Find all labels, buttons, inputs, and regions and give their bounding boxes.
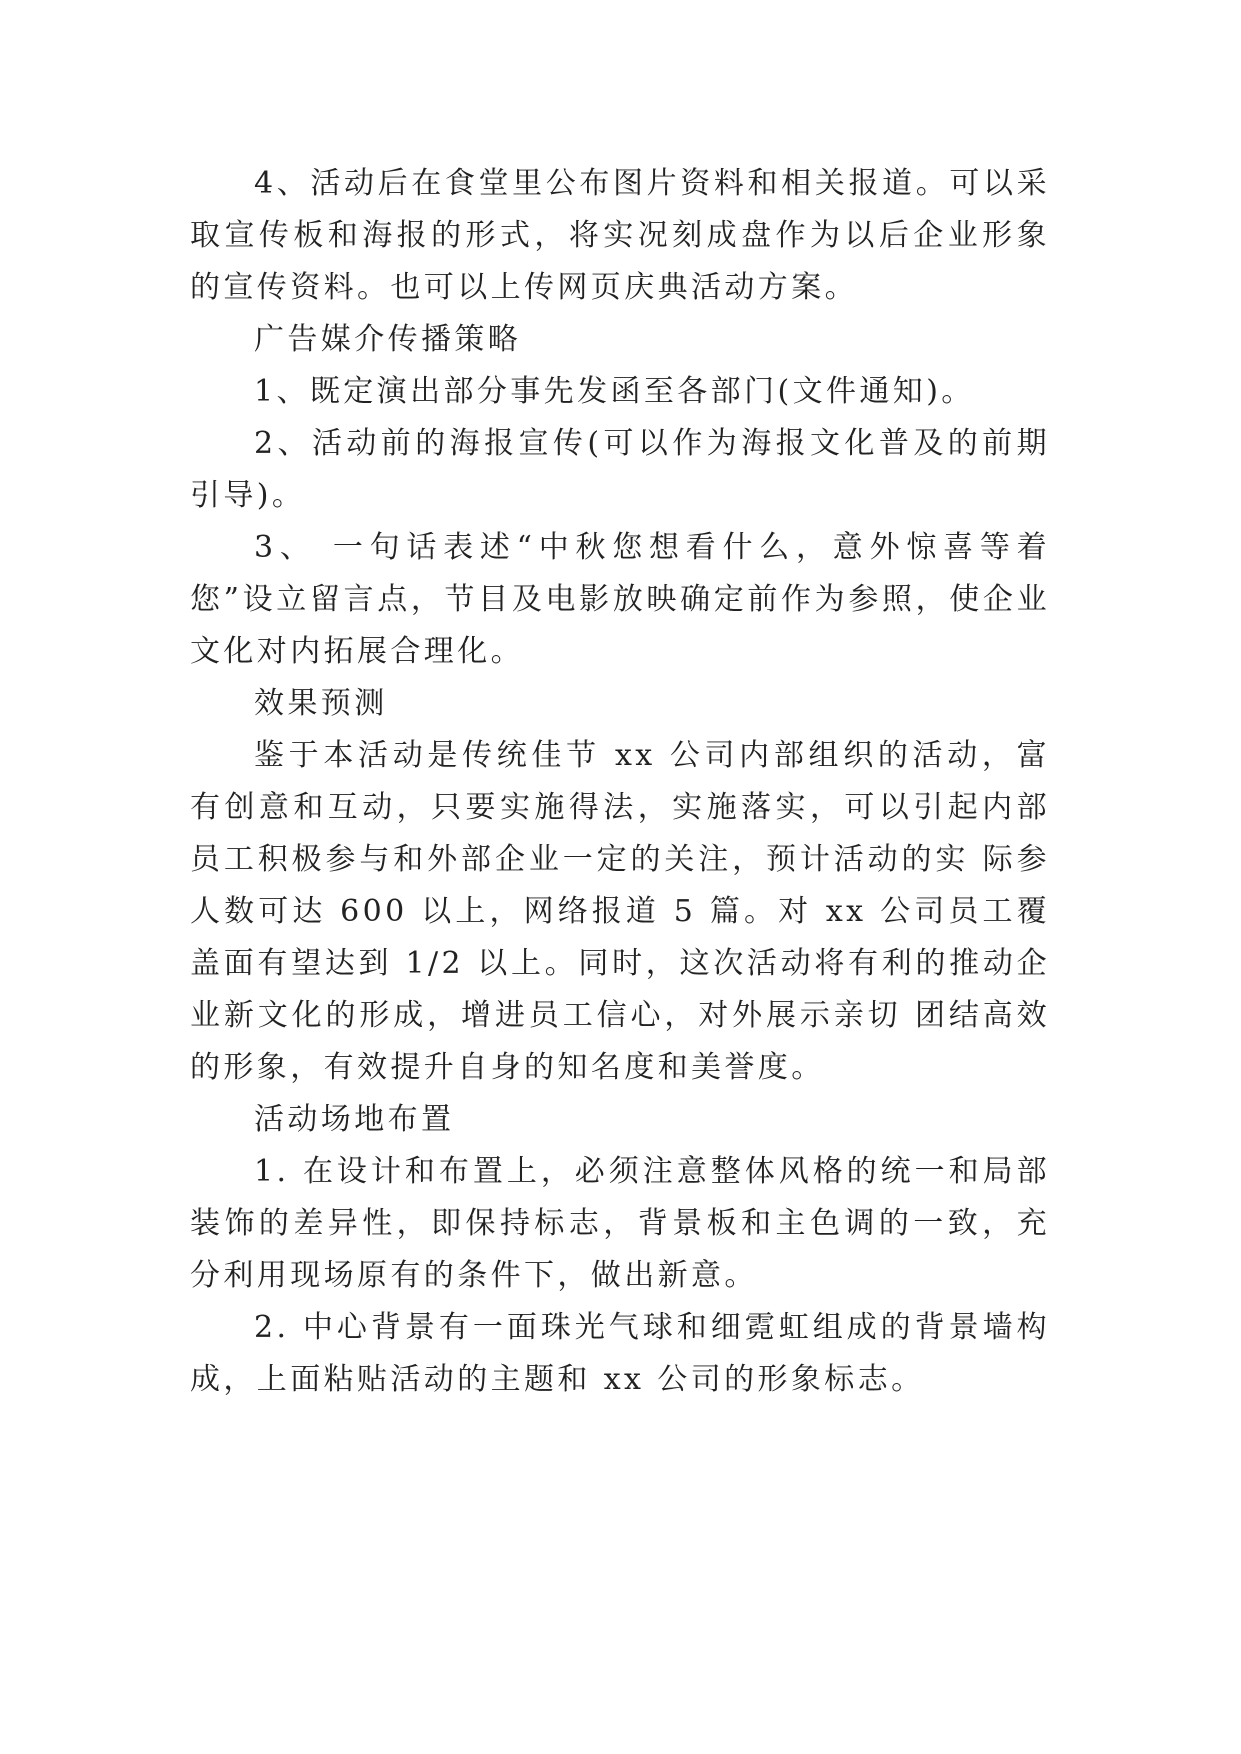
paragraph-media-item-1: 1、既定演出部分事先发函至各部门(文件通知)。 [254,374,975,409]
paragraph-venue-item-2: 2. 中心背景有一面珠光气球和细霓虹组成的背景墙构成，上面粘贴活动的主题和 xx 公司的形象标志。 [190,1310,1050,1397]
paragraph-venue-item-1: 1. 在设计和布置上，必须注意整体风格的统一和局部装饰的差异性，即保持标志，背景板和主色调的一致，充分利用现场原有的条件下，做出新意。 [190,1154,1050,1293]
paragraph-publicity-materials: 4、活动后在食堂里公布图片资料和相关报道。可以采取宣传板和海报的形式，将实况刻成盘作为以后企业形象的宣传资料。也可以上传网页庆典活动方案。 [190,166,1050,305]
paragraph-media-item-2: 2、活动前的海报宣传(可以作为海报文化普及的前期引导)。 [190,426,1050,513]
heading-venue-layout: 活动场地布置 [254,1102,455,1137]
paragraph-media-item-3: 3、 一句话表述“中秋您想看什么，意外惊喜等着您”设立留言点，节目及电影放映确定前作为参照，使企业文化对内拓展合理化。 [190,530,1050,669]
document-body [190,158,1050,1406]
heading-media-strategy: 广告媒介传播策略 [254,322,522,357]
paragraph-effect-forecast: 鉴于本活动是传统佳节 xx 公司内部组织的活动，富有创意和互动，只要实施得法，实施落实，可以引起内部员工积极参与和外部企业一定的关注，预计活动的实 际参人数可达 600 以上，网络报道 5 篇。对 xx 公司员工覆盖面有望达到 1/2 以上。同时，这次活动将有利的推动企业新文化的形成，增进员工信心，对外展示亲切 团结高效的形象，有效提升自身的知名度和美誉度。 [190,738,1050,1085]
heading-effect-forecast: 效果预测 [254,686,388,721]
